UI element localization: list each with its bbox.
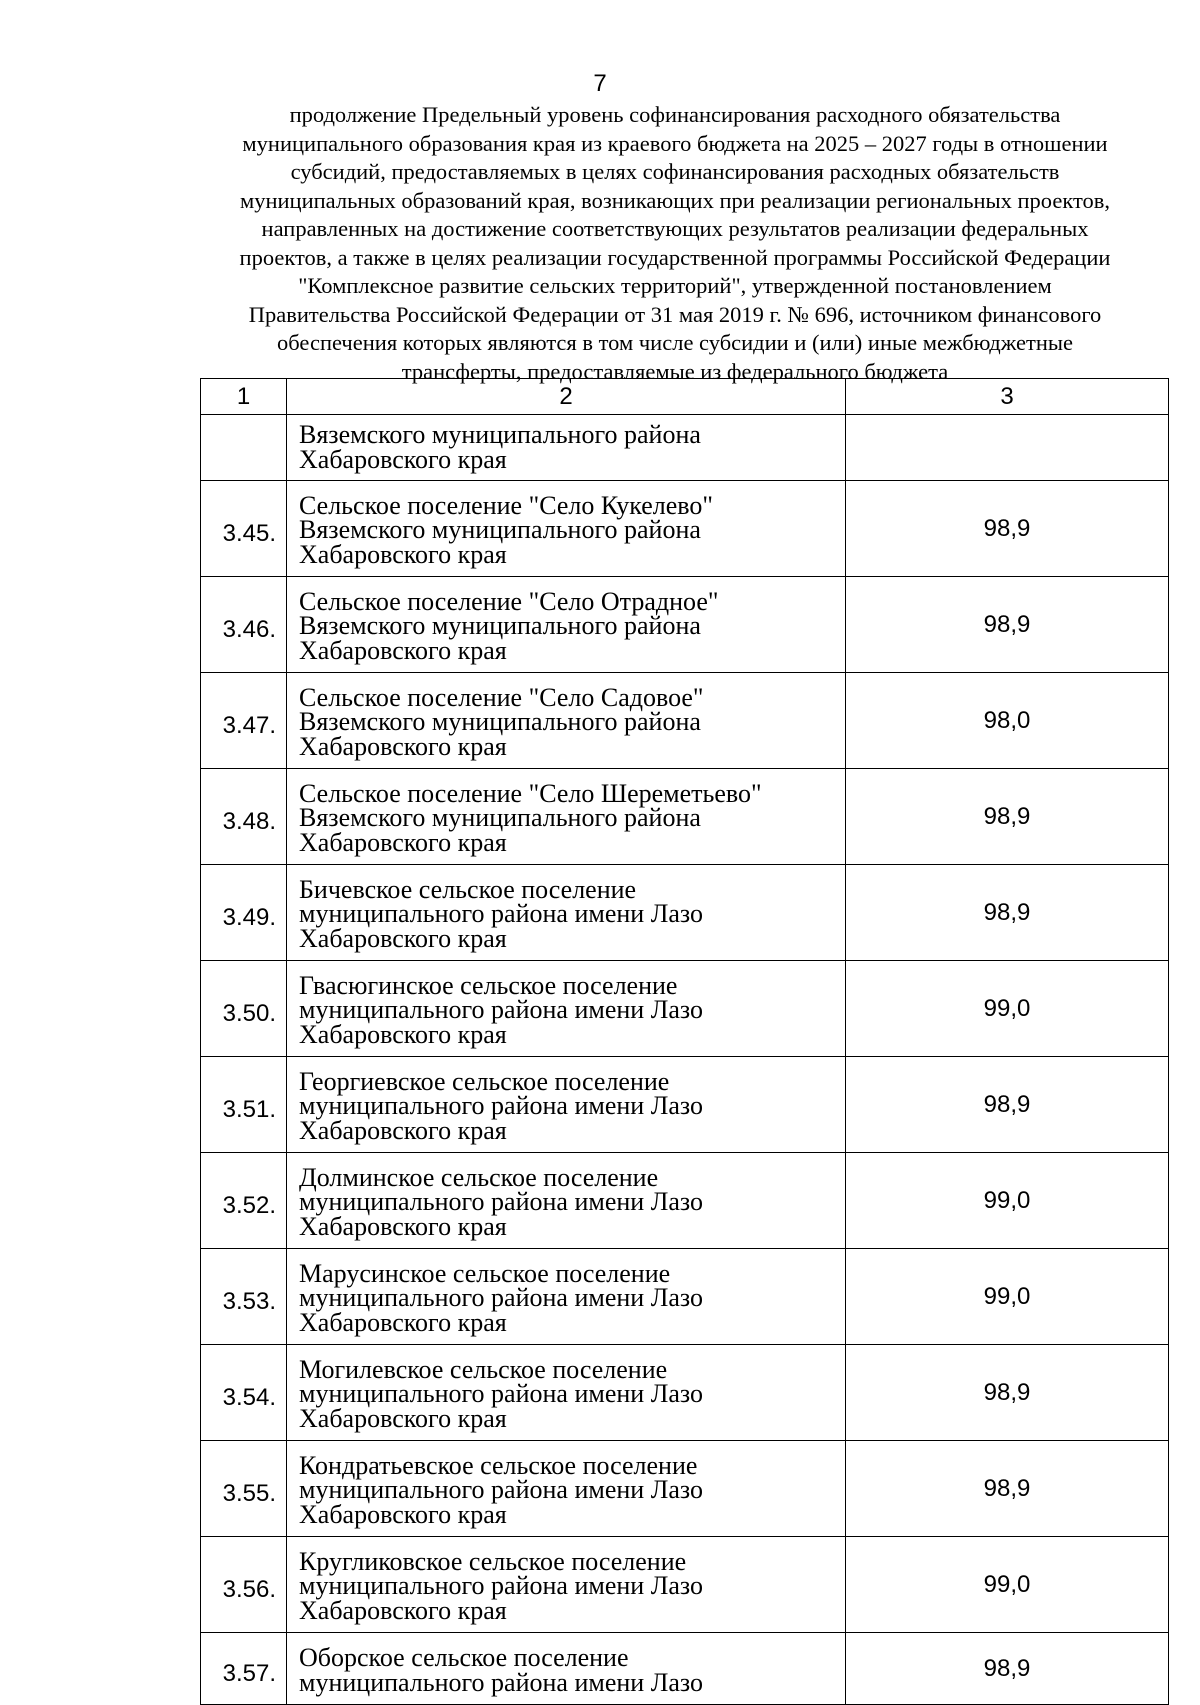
heading-line: обеспечения которых являются в том числе субсидии и (или) иные межбюджетные — [277, 330, 1073, 355]
table-row — [201, 1153, 1169, 1249]
name-line: Могилевское сельское поселение — [299, 1354, 668, 1384]
heading-line: муниципальных образований края, возникающих при реализации региональных проектов, — [239, 187, 1110, 213]
name-line: Хабаровского края — [299, 1211, 507, 1241]
table-row — [201, 769, 1169, 865]
row-number-cell: 3.45. — [201, 481, 287, 577]
name-line: Хабаровского края — [299, 1499, 507, 1529]
column-header: 1 — [201, 379, 287, 415]
name-line: муниципального района имени Лазо — [299, 1667, 703, 1697]
row-number-cell: 3.52. — [201, 1153, 287, 1249]
name-line: Хабаровского края — [299, 635, 507, 665]
name-line: Хабаровского края — [299, 539, 507, 569]
table-row — [201, 673, 1169, 769]
row-number-cell: 3.51. — [201, 1057, 287, 1153]
name-line: Хабаровского края — [299, 923, 507, 953]
row-name-cell — [287, 415, 846, 481]
heading-line: муниципального образования края из краевого бюджета на 2025 – 2027 годы в отношении — [242, 130, 1108, 156]
row-value-cell: 98,9 — [846, 1633, 1169, 1705]
row-name-cell — [287, 769, 846, 865]
row-value-cell: 99,0 — [846, 1249, 1169, 1345]
heading-line: проектов, а также в целях реализации государственной программы Российской Федерации — [239, 244, 1111, 270]
row-number-cell: 3.57. — [201, 1633, 287, 1705]
row-value-cell: 98,9 — [846, 1057, 1169, 1153]
row-number-cell: 3.54. — [201, 1345, 287, 1441]
name-line: Вяземского муниципального района — [299, 611, 701, 641]
table-row — [201, 1345, 1169, 1441]
heading-line: Правительства Российской Федерации от 31 мая 2019 г. № 696, источником финансового — [248, 301, 1102, 327]
row-value-cell: 98,9 — [846, 1345, 1169, 1441]
name-line: Вяземского муниципального района — [299, 803, 701, 833]
table-row — [201, 1441, 1169, 1537]
name-line: муниципального района имени Лазо — [299, 995, 703, 1025]
row-value-cell: 99,0 — [846, 961, 1169, 1057]
row-name-cell — [287, 1249, 846, 1345]
name-line: Вяземского муниципального района — [299, 515, 701, 545]
row-name-cell — [287, 1441, 846, 1537]
row-value-cell: 99,0 — [846, 1153, 1169, 1249]
heading-line: трансферты, предоставляемые из федерального бюджета — [401, 358, 949, 384]
name-line: Хабаровского края — [299, 731, 507, 761]
table-row — [201, 1057, 1169, 1153]
table-row — [201, 1537, 1169, 1633]
heading-line: "Комплексное развитие сельских территорий", утвержденной постановлением — [298, 273, 1052, 298]
row-number-cell: 3.47. — [201, 673, 287, 769]
heading-line: направленных на достижение соответствующих результатов реализации федеральных — [261, 216, 1089, 241]
row-value-cell: 98,9 — [846, 769, 1169, 865]
table-row — [201, 481, 1169, 577]
table-continuation-row — [201, 415, 1169, 481]
name-line: Хабаровского края — [299, 1403, 507, 1433]
row-value-cell: 98,0 — [846, 673, 1169, 769]
heading-line: продолжение Предельный уровень софинансирования расходного обязательства — [289, 102, 1061, 127]
table-header-row — [201, 379, 1169, 415]
row-value-cell: 98,9 — [846, 481, 1169, 577]
name-line: Вяземского муниципального района — [299, 707, 701, 737]
row-name-cell — [287, 865, 846, 961]
row-name-cell — [287, 1153, 846, 1249]
name-line: Хабаровского края — [299, 827, 507, 857]
row-number-cell: 3.55. — [201, 1441, 287, 1537]
name-line: муниципального района имени Лазо — [299, 1283, 703, 1313]
name-line: Хабаровского края — [299, 1595, 507, 1625]
row-name-cell — [287, 1633, 846, 1705]
name-line: муниципального района имени Лазо — [299, 1187, 703, 1217]
name-line: Хабаровского края — [299, 444, 507, 474]
name-line: муниципального района имени Лазо — [299, 899, 703, 929]
row-value-cell: 99,0 — [846, 1537, 1169, 1633]
name-line: Сельское поселение "Село Садовое" — [299, 682, 704, 712]
name-line: муниципального района имени Лазо — [299, 1571, 703, 1601]
row-number-cell: 3.50. — [201, 961, 287, 1057]
name-line: Кругликовское сельское поселение — [299, 1546, 687, 1576]
name-line: Сельское поселение "Село Отрадное" — [299, 586, 719, 616]
table-row — [201, 865, 1169, 961]
name-line: Вяземского муниципального района — [299, 420, 701, 449]
subsidy-table — [200, 378, 1169, 1705]
row-number-cell: 3.49. — [201, 865, 287, 961]
name-line: муниципального района имени Лазо — [299, 1091, 703, 1121]
name-line: Хабаровского края — [299, 1307, 507, 1337]
row-number-cell: 3.53. — [201, 1249, 287, 1345]
table-body — [201, 379, 1169, 1705]
name-line: Хабаровского края — [299, 1019, 507, 1049]
heading-line: субсидий, предоставляемых в целях софинансирования расходных обязательств — [290, 159, 1060, 184]
name-line: Сельское поселение "Село Шереметьево" — [299, 778, 762, 808]
column-header: 2 — [287, 379, 846, 415]
table-row — [201, 577, 1169, 673]
page-number: 7 — [593, 70, 607, 97]
name-line: Гвасюгинское сельское поселение — [299, 970, 678, 1000]
name-line: муниципального района имени Лазо — [299, 1379, 703, 1409]
row-value-cell: 98,9 — [846, 577, 1169, 673]
row-name-cell — [287, 1537, 846, 1633]
name-line: Марусинское сельское поселение — [299, 1258, 671, 1288]
column-header: 3 — [846, 379, 1169, 415]
name-line: Сельское поселение "Село Кукелево" — [299, 490, 714, 520]
name-line: Кондратьевское сельское поселение — [299, 1450, 698, 1480]
table-row — [201, 1633, 1169, 1705]
name-line: Долминское сельское поселение — [299, 1162, 659, 1192]
row-value-cell: 98,9 — [846, 865, 1169, 961]
row-name-cell — [287, 1057, 846, 1153]
row-name-cell — [287, 481, 846, 577]
name-line: Георгиевское сельское поселение — [299, 1066, 670, 1096]
name-line: Хабаровского края — [299, 1115, 507, 1145]
row-name-cell — [287, 673, 846, 769]
row-number-cell — [201, 415, 287, 481]
name-line: Бичевское сельское поселение — [299, 874, 637, 904]
row-value-cell — [846, 415, 1169, 481]
name-line: Оборское сельское поселение — [299, 1643, 629, 1672]
row-name-cell — [287, 1345, 846, 1441]
row-name-cell — [287, 577, 846, 673]
row-number-cell: 3.56. — [201, 1537, 287, 1633]
table-row — [201, 961, 1169, 1057]
row-value-cell: 98,9 — [846, 1441, 1169, 1537]
row-number-cell: 3.46. — [201, 577, 287, 673]
name-line: муниципального района имени Лазо — [299, 1475, 703, 1505]
row-name-cell — [287, 961, 846, 1057]
table-row — [201, 1249, 1169, 1345]
row-number-cell: 3.48. — [201, 769, 287, 865]
document-heading — [195, 101, 1155, 386]
